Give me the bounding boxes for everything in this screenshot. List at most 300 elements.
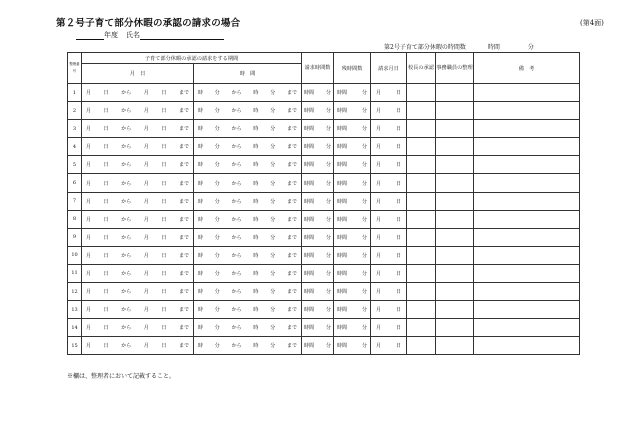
row-number: 9 xyxy=(68,228,82,246)
month-label: 月 xyxy=(143,252,149,259)
hour-label: 時 xyxy=(253,162,259,169)
organizer-cell[interactable] xyxy=(436,264,474,282)
until-label: まで xyxy=(178,216,189,223)
month-label: 月 xyxy=(376,307,382,314)
month-label: 月 xyxy=(86,307,92,314)
until-label: まで xyxy=(286,216,297,223)
from-label: から xyxy=(121,234,132,241)
date-range-cell[interactable] xyxy=(82,283,194,301)
request-date-cell[interactable] xyxy=(371,246,407,264)
hours-label: 時間 xyxy=(337,180,348,187)
day-label: 日 xyxy=(396,108,402,115)
request-date-cell[interactable] xyxy=(371,337,407,355)
hours-label: 時間 xyxy=(337,343,348,350)
organizer-cell[interactable] xyxy=(436,156,474,174)
row-number: 10 xyxy=(68,246,82,264)
hours-label: 時間 xyxy=(337,270,348,277)
organizer-cell[interactable] xyxy=(436,192,474,210)
from-label: から xyxy=(231,343,242,350)
organizer-cell[interactable] xyxy=(436,102,474,120)
day-label: 日 xyxy=(396,144,402,151)
from-label: から xyxy=(121,252,132,259)
table-row xyxy=(68,319,580,337)
col-header-request-date: 請求月日 xyxy=(371,53,407,84)
month-label: 月 xyxy=(376,144,382,151)
minute-label: 分 xyxy=(214,307,220,314)
remarks-cell[interactable] xyxy=(474,156,580,174)
requested-hours-cell[interactable] xyxy=(302,264,334,282)
name-label: 氏名 xyxy=(126,31,140,39)
col-header-date: 月 日 xyxy=(82,64,194,84)
minute-label: 分 xyxy=(214,90,220,97)
minute-label: 分 xyxy=(326,90,332,97)
hours-label: 時間 xyxy=(304,289,315,296)
table-row xyxy=(68,228,580,246)
time-range-cell[interactable] xyxy=(194,156,302,174)
day-label: 日 xyxy=(103,270,109,277)
day-label: 日 xyxy=(396,270,402,277)
month-label: 月 xyxy=(376,108,382,115)
until-label: まで xyxy=(178,90,189,97)
day-label: 日 xyxy=(161,252,167,259)
time-range-cell[interactable] xyxy=(194,138,302,156)
hour-label: 時 xyxy=(198,198,204,205)
until-label: まで xyxy=(286,343,297,350)
minute-label: 分 xyxy=(362,108,368,115)
until-label: まで xyxy=(178,234,189,241)
day-label: 日 xyxy=(161,234,167,241)
hours-label: 時間 xyxy=(337,234,348,241)
date-range-cell[interactable] xyxy=(82,102,194,120)
minute-label: 分 xyxy=(362,216,368,223)
remaining-hours-cell[interactable] xyxy=(334,84,371,102)
from-label: から xyxy=(121,325,132,332)
remaining-hours-cell[interactable] xyxy=(334,138,371,156)
hours-total-line xyxy=(384,42,534,51)
hour-label: 時 xyxy=(253,270,259,277)
month-label: 月 xyxy=(86,162,92,169)
request-date-cell[interactable] xyxy=(371,102,407,120)
table-row xyxy=(68,210,580,228)
time-range-cell[interactable] xyxy=(194,283,302,301)
minute-label: 分 xyxy=(326,198,332,205)
remarks-cell[interactable] xyxy=(474,228,580,246)
until-label: まで xyxy=(286,126,297,133)
day-label: 日 xyxy=(161,126,167,133)
table-row xyxy=(68,156,580,174)
from-label: から xyxy=(231,216,242,223)
hour-label: 時 xyxy=(253,144,259,151)
requested-hours-cell[interactable] xyxy=(302,174,334,192)
time-range-cell[interactable] xyxy=(194,174,302,192)
approval-cell[interactable] xyxy=(407,264,436,282)
minute-label: 分 xyxy=(214,234,220,241)
day-label: 日 xyxy=(103,162,109,169)
month-label: 月 xyxy=(376,180,382,187)
date-range-cell[interactable] xyxy=(82,156,194,174)
remarks-cell[interactable] xyxy=(474,192,580,210)
time-range-cell[interactable] xyxy=(194,228,302,246)
minute-label: 分 xyxy=(362,180,368,187)
from-label: から xyxy=(231,325,242,332)
hour-label: 時 xyxy=(253,325,259,332)
month-label: 月 xyxy=(86,108,92,115)
hours-label: 時間 xyxy=(304,234,315,241)
date-range-cell[interactable] xyxy=(82,210,194,228)
organizer-cell[interactable] xyxy=(436,283,474,301)
approval-cell[interactable] xyxy=(407,301,436,319)
minute-label: 分 xyxy=(326,252,332,259)
remarks-cell[interactable] xyxy=(474,246,580,264)
remaining-hours-cell[interactable] xyxy=(334,192,371,210)
day-label: 日 xyxy=(396,307,402,314)
time-range-cell[interactable] xyxy=(194,210,302,228)
day-label: 日 xyxy=(103,108,109,115)
hour-label: 時 xyxy=(198,180,204,187)
requested-hours-cell[interactable] xyxy=(302,337,334,355)
organizer-cell[interactable] xyxy=(436,337,474,355)
hour-label: 時 xyxy=(198,216,204,223)
month-label: 月 xyxy=(376,325,382,332)
date-range-cell[interactable] xyxy=(82,174,194,192)
remarks-cell[interactable] xyxy=(474,174,580,192)
requested-hours-cell[interactable] xyxy=(302,228,334,246)
minute-label: 分 xyxy=(270,108,276,115)
requested-hours-cell[interactable] xyxy=(302,301,334,319)
requested-hours-cell[interactable] xyxy=(302,84,334,102)
time-range-cell[interactable] xyxy=(194,301,302,319)
year-label: 年度 xyxy=(104,31,118,39)
approval-cell[interactable] xyxy=(407,156,436,174)
approval-cell[interactable] xyxy=(407,319,436,337)
until-label: まで xyxy=(178,289,189,296)
hours-label: 時間 xyxy=(304,252,315,259)
month-label: 月 xyxy=(86,270,92,277)
month-label: 月 xyxy=(86,343,92,350)
from-label: から xyxy=(231,198,242,205)
organizer-cell[interactable] xyxy=(436,319,474,337)
table-row xyxy=(68,174,580,192)
until-label: まで xyxy=(178,307,189,314)
hour-label: 時 xyxy=(198,108,204,115)
from-label: から xyxy=(231,144,242,151)
requested-hours-cell[interactable] xyxy=(302,319,334,337)
remaining-hours-cell[interactable] xyxy=(334,264,371,282)
hour-label: 時 xyxy=(253,289,259,296)
remaining-hours-cell[interactable] xyxy=(334,319,371,337)
request-date-cell[interactable] xyxy=(371,210,407,228)
approval-cell[interactable] xyxy=(407,138,436,156)
minute-label: 分 xyxy=(326,144,332,151)
minute-label: 分 xyxy=(270,162,276,169)
form-title: 第２号子育て部分休暇の承認の請求の場合 xyxy=(56,18,241,29)
date-range-cell[interactable] xyxy=(82,192,194,210)
date-range-cell[interactable] xyxy=(82,120,194,138)
organizer-cell[interactable] xyxy=(436,301,474,319)
organizer-cell[interactable] xyxy=(436,174,474,192)
minute-label: 分 xyxy=(214,126,220,133)
remaining-hours-cell[interactable] xyxy=(334,120,371,138)
approval-cell[interactable] xyxy=(407,84,436,102)
month-label: 月 xyxy=(86,325,92,332)
from-label: から xyxy=(231,180,242,187)
hour-label: 時 xyxy=(253,90,259,97)
month-label: 月 xyxy=(376,216,382,223)
col-header-remarks: 備 考 xyxy=(474,53,580,84)
name-blank[interactable] xyxy=(140,30,224,40)
request-date-cell[interactable] xyxy=(371,264,407,282)
until-label: まで xyxy=(178,162,189,169)
hours-label: 時間 xyxy=(304,307,315,314)
request-date-cell[interactable] xyxy=(371,84,407,102)
until-label: まで xyxy=(286,162,297,169)
requested-hours-cell[interactable] xyxy=(302,156,334,174)
month-label: 月 xyxy=(376,289,382,296)
remarks-cell[interactable] xyxy=(474,264,580,282)
time-range-cell[interactable] xyxy=(194,192,302,210)
date-range-cell[interactable] xyxy=(82,138,194,156)
hour-label: 時 xyxy=(198,162,204,169)
remaining-hours-cell[interactable] xyxy=(334,301,371,319)
request-date-cell[interactable] xyxy=(371,174,407,192)
date-range-cell[interactable] xyxy=(82,301,194,319)
hour-label: 時 xyxy=(198,289,204,296)
request-date-cell[interactable] xyxy=(371,120,407,138)
hours-label: 時間 xyxy=(304,144,315,151)
minute-label: 分 xyxy=(362,270,368,277)
month-label: 月 xyxy=(86,252,92,259)
approval-cell[interactable] xyxy=(407,210,436,228)
hour-label: 時 xyxy=(198,270,204,277)
remaining-hours-cell[interactable] xyxy=(334,337,371,355)
month-label: 月 xyxy=(86,144,92,151)
requested-hours-cell[interactable] xyxy=(302,192,334,210)
col-header-seq: 整理番号 xyxy=(68,53,82,84)
day-label: 日 xyxy=(396,162,402,169)
day-label: 日 xyxy=(103,90,109,97)
from-label: から xyxy=(231,234,242,241)
organizer-cell[interactable] xyxy=(436,228,474,246)
remaining-hours-cell[interactable] xyxy=(334,102,371,120)
requested-hours-cell[interactable] xyxy=(302,246,334,264)
time-range-cell[interactable] xyxy=(194,337,302,355)
month-label: 月 xyxy=(143,126,149,133)
day-label: 日 xyxy=(161,162,167,169)
minute-label: 分 xyxy=(362,343,368,350)
month-label: 月 xyxy=(86,234,92,241)
hours-label: 時間 xyxy=(304,180,315,187)
request-date-cell[interactable] xyxy=(371,228,407,246)
minute-label: 分 xyxy=(270,198,276,205)
day-label: 日 xyxy=(161,343,167,350)
remarks-cell[interactable] xyxy=(474,337,580,355)
remaining-hours-cell[interactable] xyxy=(334,228,371,246)
minute-label: 分 xyxy=(270,126,276,133)
day-label: 日 xyxy=(103,234,109,241)
footnote: ※欄は、整理者において記載すること。 xyxy=(67,373,176,380)
table-row xyxy=(68,192,580,210)
until-label: まで xyxy=(286,289,297,296)
row-number: 14 xyxy=(68,319,82,337)
day-label: 日 xyxy=(161,325,167,332)
hours-label: 時間 xyxy=(337,162,348,169)
from-label: から xyxy=(121,126,132,133)
request-date-cell[interactable] xyxy=(371,138,407,156)
day-label: 日 xyxy=(161,216,167,223)
time-range-cell[interactable] xyxy=(194,246,302,264)
minute-label: 分 xyxy=(270,234,276,241)
request-date-cell[interactable] xyxy=(371,156,407,174)
date-range-cell[interactable] xyxy=(82,337,194,355)
requested-hours-cell[interactable] xyxy=(302,283,334,301)
remaining-hours-cell[interactable] xyxy=(334,246,371,264)
minute-label: 分 xyxy=(214,216,220,223)
minute-label: 分 xyxy=(270,180,276,187)
day-label: 日 xyxy=(396,198,402,205)
month-label: 月 xyxy=(143,343,149,350)
day-label: 日 xyxy=(396,90,402,97)
from-label: から xyxy=(231,252,242,259)
hours-label: 時間 xyxy=(304,90,315,97)
remaining-hours-cell[interactable] xyxy=(334,210,371,228)
requested-hours-cell[interactable] xyxy=(302,138,334,156)
time-range-cell[interactable] xyxy=(194,84,302,102)
day-label: 日 xyxy=(396,289,402,296)
until-label: まで xyxy=(178,126,189,133)
until-label: まで xyxy=(286,325,297,332)
month-label: 月 xyxy=(143,325,149,332)
minute-label: 分 xyxy=(326,307,332,314)
time-range-cell[interactable] xyxy=(194,120,302,138)
date-range-cell[interactable] xyxy=(82,264,194,282)
hours-total-hours-unit: 時間 xyxy=(487,44,500,51)
remarks-cell[interactable] xyxy=(474,283,580,301)
minute-label: 分 xyxy=(270,144,276,151)
time-range-cell[interactable] xyxy=(194,264,302,282)
date-range-cell[interactable] xyxy=(82,319,194,337)
approval-cell[interactable] xyxy=(407,228,436,246)
until-label: まで xyxy=(178,270,189,277)
date-range-cell[interactable] xyxy=(82,84,194,102)
from-label: から xyxy=(231,289,242,296)
col-header-approval: 校長の承認 xyxy=(407,53,436,84)
remarks-cell[interactable] xyxy=(474,319,580,337)
month-label: 月 xyxy=(86,289,92,296)
until-label: まで xyxy=(178,252,189,259)
hour-label: 時 xyxy=(198,325,204,332)
organizer-cell[interactable] xyxy=(436,84,474,102)
minute-label: 分 xyxy=(326,270,332,277)
hour-label: 時 xyxy=(198,343,204,350)
minute-label: 分 xyxy=(214,162,220,169)
day-label: 日 xyxy=(103,325,109,332)
approval-cell[interactable] xyxy=(407,174,436,192)
approval-cell[interactable] xyxy=(407,120,436,138)
year-name-line xyxy=(76,30,224,40)
hour-label: 時 xyxy=(198,144,204,151)
month-label: 月 xyxy=(376,234,382,241)
col-header-organizer: 事務職員の整理 xyxy=(436,53,474,84)
remarks-cell[interactable] xyxy=(474,102,580,120)
approval-cell[interactable] xyxy=(407,337,436,355)
hour-label: 時 xyxy=(198,307,204,314)
remaining-hours-cell[interactable] xyxy=(334,283,371,301)
organizer-cell[interactable] xyxy=(436,246,474,264)
approval-cell[interactable] xyxy=(407,283,436,301)
date-range-cell[interactable] xyxy=(82,228,194,246)
approval-cell[interactable] xyxy=(407,192,436,210)
remarks-cell[interactable] xyxy=(474,301,580,319)
day-label: 日 xyxy=(161,144,167,151)
minute-label: 分 xyxy=(214,144,220,151)
minute-label: 分 xyxy=(214,325,220,332)
col-header-remaining-hours: 残時間数 xyxy=(334,53,371,84)
request-date-cell[interactable] xyxy=(371,319,407,337)
request-date-cell[interactable] xyxy=(371,301,407,319)
request-date-cell[interactable] xyxy=(371,283,407,301)
day-label: 日 xyxy=(103,289,109,296)
approval-cell[interactable] xyxy=(407,102,436,120)
request-date-cell[interactable] xyxy=(371,192,407,210)
month-label: 月 xyxy=(376,270,382,277)
organizer-cell[interactable] xyxy=(436,210,474,228)
day-label: 日 xyxy=(103,126,109,133)
remarks-cell[interactable] xyxy=(474,84,580,102)
time-range-cell[interactable] xyxy=(194,102,302,120)
from-label: から xyxy=(121,198,132,205)
day-label: 日 xyxy=(396,126,402,133)
remaining-hours-cell[interactable] xyxy=(334,174,371,192)
table-row xyxy=(68,84,580,102)
organizer-cell[interactable] xyxy=(436,120,474,138)
remarks-cell[interactable] xyxy=(474,138,580,156)
hour-label: 時 xyxy=(198,90,204,97)
minute-label: 分 xyxy=(270,90,276,97)
approval-cell[interactable] xyxy=(407,246,436,264)
date-range-cell[interactable] xyxy=(82,246,194,264)
hour-label: 時 xyxy=(253,126,259,133)
remaining-hours-cell[interactable] xyxy=(334,156,371,174)
from-label: から xyxy=(231,307,242,314)
hours-label: 時間 xyxy=(337,108,348,115)
month-label: 月 xyxy=(86,198,92,205)
requested-hours-cell[interactable] xyxy=(302,102,334,120)
from-label: から xyxy=(121,162,132,169)
month-label: 月 xyxy=(143,234,149,241)
remarks-cell[interactable] xyxy=(474,210,580,228)
day-label: 日 xyxy=(396,325,402,332)
organizer-cell[interactable] xyxy=(436,138,474,156)
requested-hours-cell[interactable] xyxy=(302,120,334,138)
day-label: 日 xyxy=(103,198,109,205)
until-label: まで xyxy=(286,180,297,187)
minute-label: 分 xyxy=(362,144,368,151)
minute-label: 分 xyxy=(214,108,220,115)
hours-label: 時間 xyxy=(304,216,315,223)
month-label: 月 xyxy=(86,216,92,223)
year-blank[interactable] xyxy=(76,30,104,40)
row-number: 15 xyxy=(68,337,82,355)
hours-total-minutes-unit: 分 xyxy=(527,44,534,51)
day-label: 日 xyxy=(161,180,167,187)
minute-label: 分 xyxy=(362,126,368,133)
requested-hours-cell[interactable] xyxy=(302,210,334,228)
remarks-cell[interactable] xyxy=(474,120,580,138)
until-label: まで xyxy=(286,307,297,314)
from-label: から xyxy=(121,270,132,277)
time-range-cell[interactable] xyxy=(194,319,302,337)
day-label: 日 xyxy=(161,108,167,115)
